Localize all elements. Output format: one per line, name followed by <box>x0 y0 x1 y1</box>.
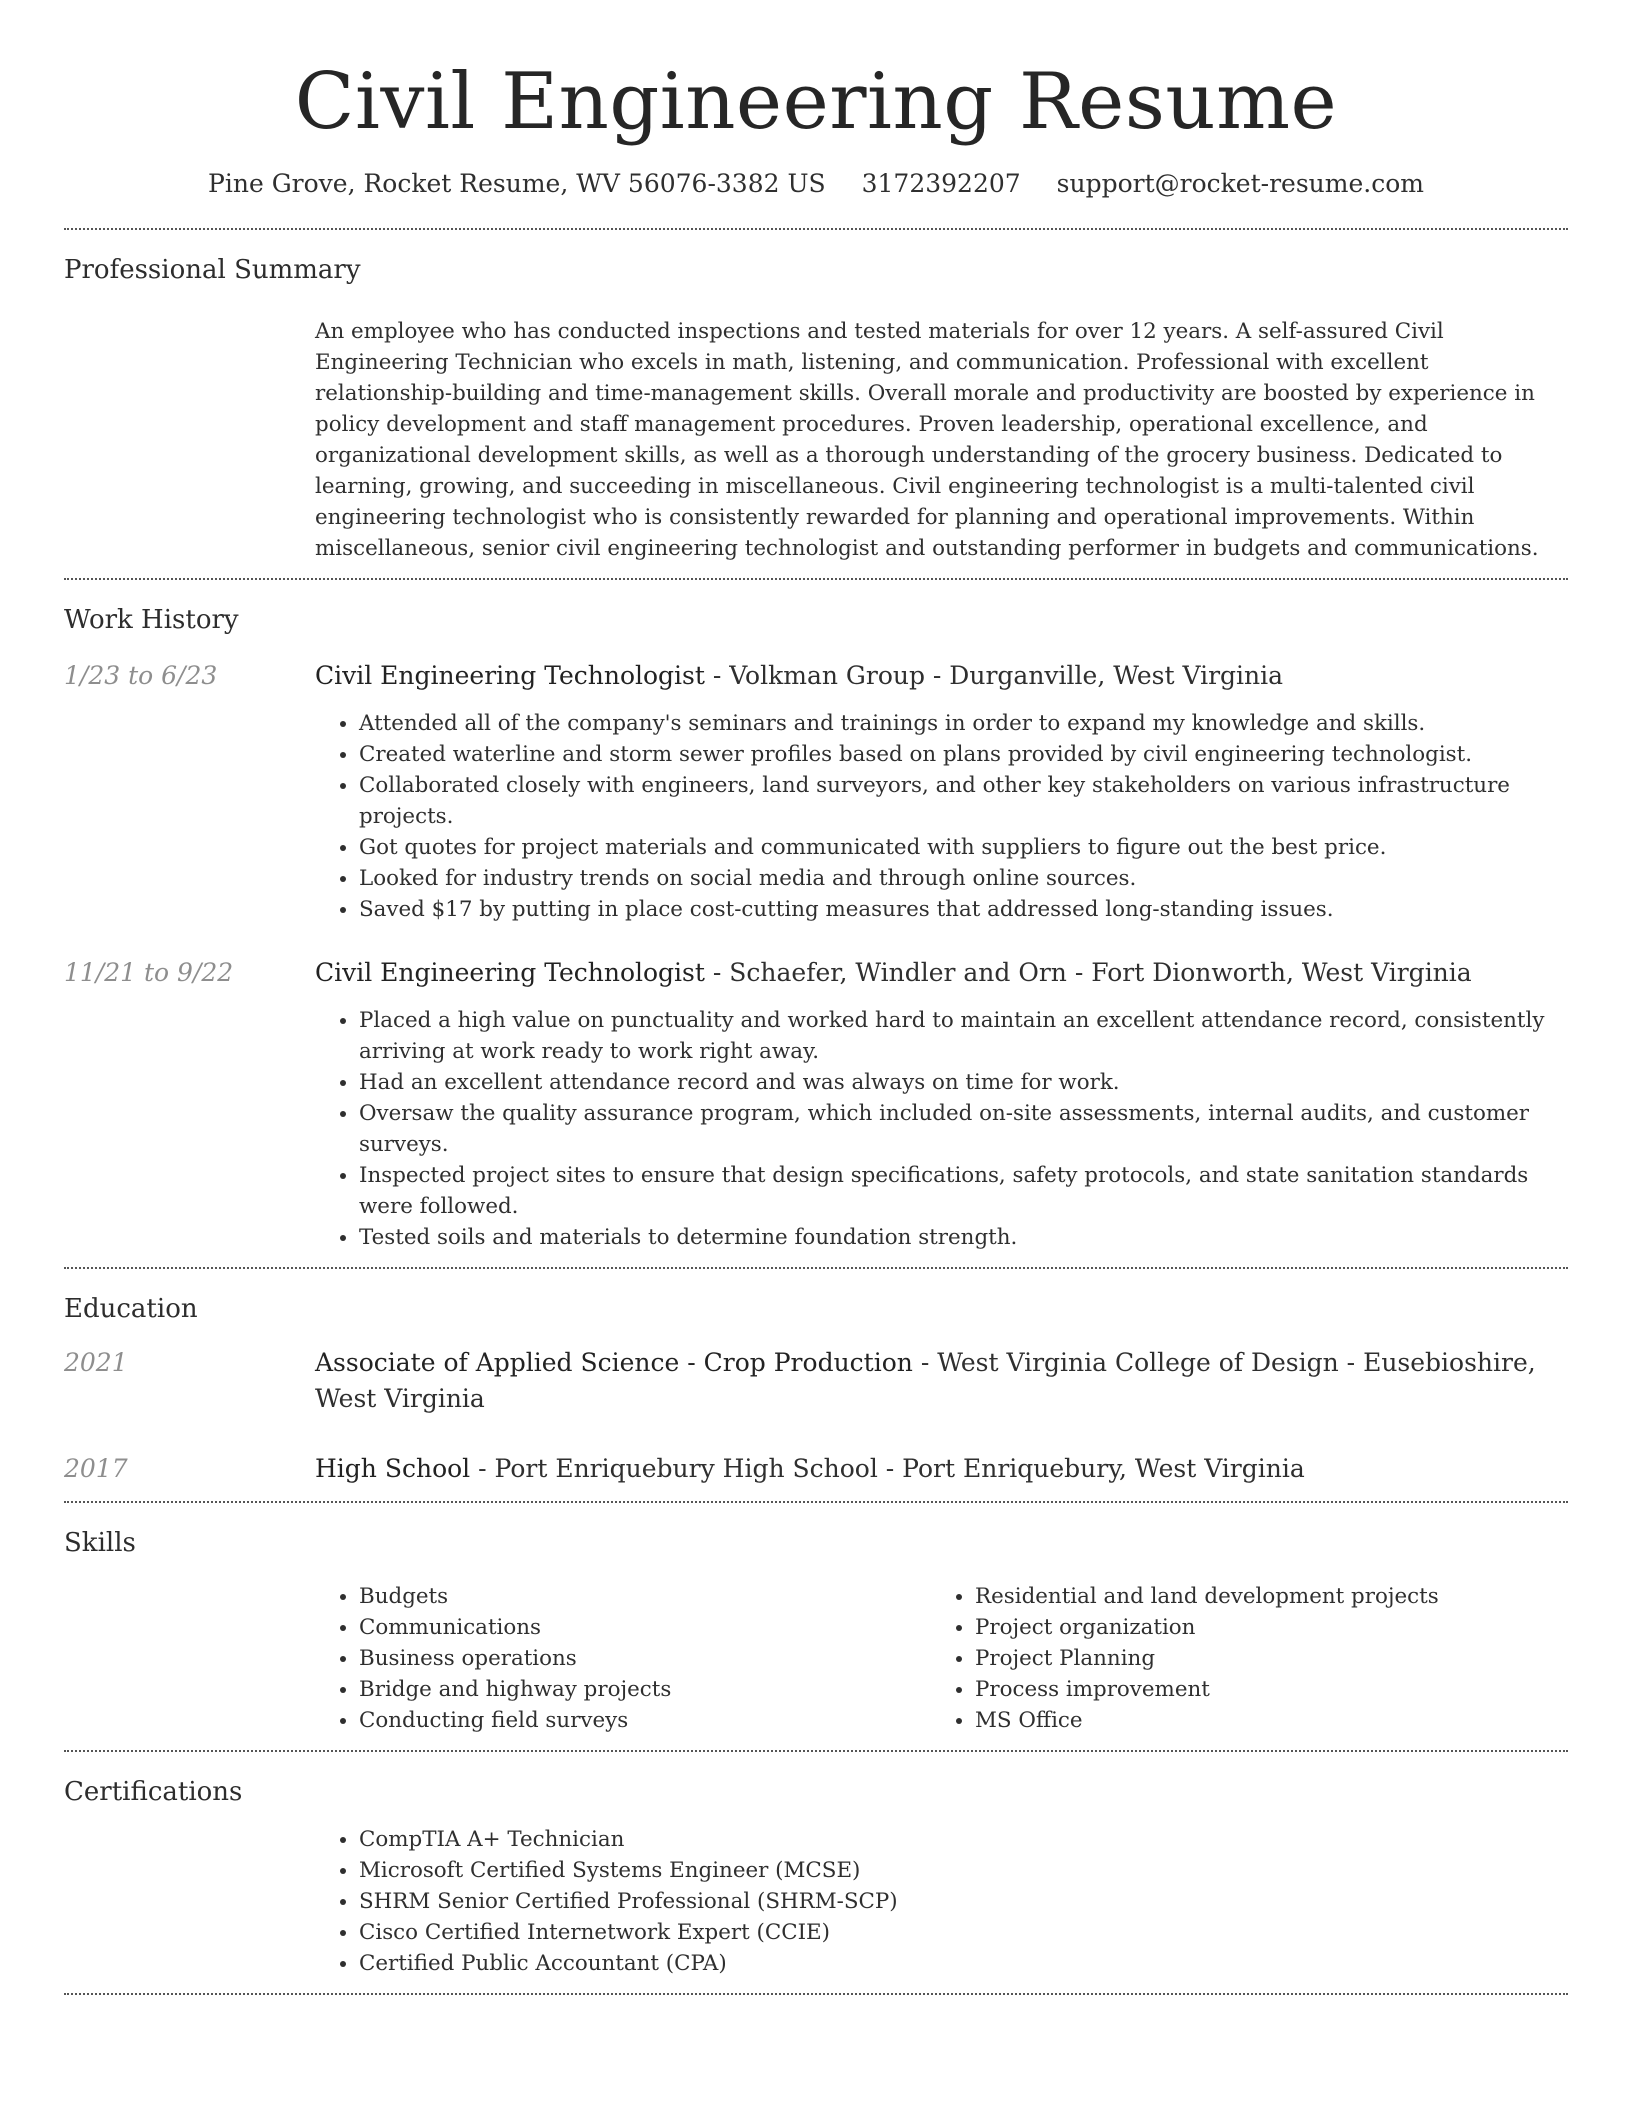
job-dates: 11/21 to 9/22 <box>64 958 234 987</box>
summary-section <box>64 230 1568 578</box>
education-year: 2017 <box>64 1454 128 1483</box>
summary-text: An employee who has conducted inspections and tested materials for over 12 years. A self-assured Civil Engineering Technician who excels in math, listening, and communication. Professional with excellent relationship-building and time-management skills. Overall morale and productivity are boosted by experience in policy development and staff management procedures. Proven leadership, operational excellence, and organizational development skills, as well as a thorough understanding of the grocery business. Dedicated to learning, growing, and succeeding in miscellaneous. Civil engineering technologist is a multi-talented civil engineering technologist who is consistently rewarded for planning and operational improvements. Within miscellaneous, senior civil engineering technologist and outstanding performer in budgets and communications. <box>315 319 1539 561</box>
contact-phone: 3172392207 <box>861 169 1021 198</box>
list-item: • MS Office <box>975 1705 1547 1736</box>
divider <box>64 1993 1568 1995</box>
list-item: • Cisco Certified Internetwork Expert (CCIE) <box>359 1917 1560 1948</box>
list-item: • Saved $17 by putting in place cost-cutting measures that addressed long-standing issues. <box>359 894 1560 925</box>
section-title-skills: Skills <box>64 1528 136 1558</box>
section-title-certifications: Certifications <box>64 1777 243 1807</box>
contact-address: Pine Grove, Rocket Resume, WV 56076-3382 US <box>208 169 826 198</box>
job-details: - Volkman Group - Durganville, West Virginia <box>704 661 1284 690</box>
list-item: • Project organization <box>975 1612 1547 1643</box>
resume-page <box>64 0 1568 1995</box>
list-item: • Residential and land development projects <box>975 1581 1547 1612</box>
list-item: • Looked for industry trends on social media and through online sources. <box>359 863 1560 894</box>
job-bullets <box>315 1005 1560 1253</box>
education-entry <box>64 1451 1568 1487</box>
job-entry <box>64 658 1568 925</box>
contact-email: support@rocket-resume.com <box>1056 169 1424 198</box>
section-title-education: Education <box>64 1294 198 1324</box>
list-item: • Oversaw the quality assurance program, which included on-site assessments, internal audits, and customer surveys. <box>359 1098 1560 1160</box>
education-entry <box>64 1345 1568 1417</box>
list-item: • Conducting field surveys <box>359 1705 931 1736</box>
education-title-line <box>315 1345 1568 1417</box>
contact-line <box>64 166 1568 202</box>
list-item: • Business operations <box>359 1643 931 1674</box>
certifications-list <box>315 1824 1560 1979</box>
list-item: • Collaborated closely with engineers, land surveyors, and other key stakeholders on various infrastructure projects. <box>359 770 1560 832</box>
section-title-work-history: Work History <box>64 605 239 635</box>
education-section <box>64 1269 1568 1501</box>
list-item: • Tested soils and materials to determine foundation strength. <box>359 1222 1560 1253</box>
skills-row <box>64 1561 1568 1736</box>
certifications-row <box>64 1810 1568 1979</box>
skills-list-left <box>315 1581 931 1736</box>
job-body <box>315 658 1568 925</box>
section-title-summary: Professional Summary <box>64 255 361 285</box>
work-history-section <box>64 580 1568 1267</box>
list-item: • Attended all of the company's seminars and trainings in order to expand my knowledge and skills. <box>359 708 1560 739</box>
list-item: • Got quotes for project materials and communicated with suppliers to figure out the best price. <box>359 832 1560 863</box>
list-item: • Certified Public Accountant (CPA) <box>359 1948 1560 1979</box>
summary-row <box>64 288 1568 564</box>
job-title-line <box>315 658 1560 694</box>
certifications-section <box>64 1752 1568 1993</box>
resume-name: Civil Engineering Resume <box>294 57 1338 147</box>
job-dates: 1/23 to 6/23 <box>64 661 218 690</box>
list-item: • Process improvement <box>975 1674 1547 1705</box>
resume-header <box>64 0 1568 202</box>
education-title-line <box>315 1451 1568 1487</box>
list-item: • Project Planning <box>975 1643 1547 1674</box>
certifications-body <box>315 1810 1568 1979</box>
list-item: • SHRM Senior Certified Professional (SHRM-SCP) <box>359 1886 1560 1917</box>
skills-list-right <box>931 1581 1547 1736</box>
job-title-line <box>315 955 1560 991</box>
skills-section <box>64 1503 1568 1750</box>
list-item: • Created waterline and storm sewer profiles based on plans provided by civil engineering technologist. <box>359 739 1560 770</box>
list-item: • Budgets <box>359 1581 931 1612</box>
education-details: - Port Enriquebury High School - Port Enriquebury, West Virginia <box>470 1454 1305 1483</box>
summary-body <box>315 288 1568 564</box>
list-item: • Communications <box>359 1612 931 1643</box>
list-item: • Microsoft Certified Systems Engineer (MCSE) <box>359 1855 1560 1886</box>
education-year: 2021 <box>64 1348 128 1377</box>
job-body <box>315 955 1568 1253</box>
list-item: • Placed a high value on punctuality and worked hard to maintain an excellent attendance record, consistently arriving at work ready to work right away. <box>359 1005 1560 1067</box>
list-item: • Inspected project sites to ensure that design specifications, safety protocols, and state sanitation standards were followed. <box>359 1160 1560 1222</box>
education-degree: Associate of Applied Science - Crop Production <box>315 1348 913 1377</box>
skills-grid <box>315 1581 1568 1736</box>
education-details: - West Virginia College of Design - Eusebioshire, West Virginia <box>315 1348 1536 1413</box>
job-role: Civil Engineering Technologist <box>315 958 705 987</box>
job-bullets <box>315 708 1560 925</box>
list-item: • Bridge and highway projects <box>359 1674 931 1705</box>
job-details: - Schaefer, Windler and Orn - Fort Dionworth, West Virginia <box>704 958 1472 987</box>
job-entry <box>64 955 1568 1253</box>
list-item: • CompTIA A+ Technician <box>359 1824 1560 1855</box>
list-item: • Had an excellent attendance record and was always on time for work. <box>359 1067 1560 1098</box>
education-degree: High School <box>315 1454 471 1483</box>
job-role: Civil Engineering Technologist <box>315 661 705 690</box>
